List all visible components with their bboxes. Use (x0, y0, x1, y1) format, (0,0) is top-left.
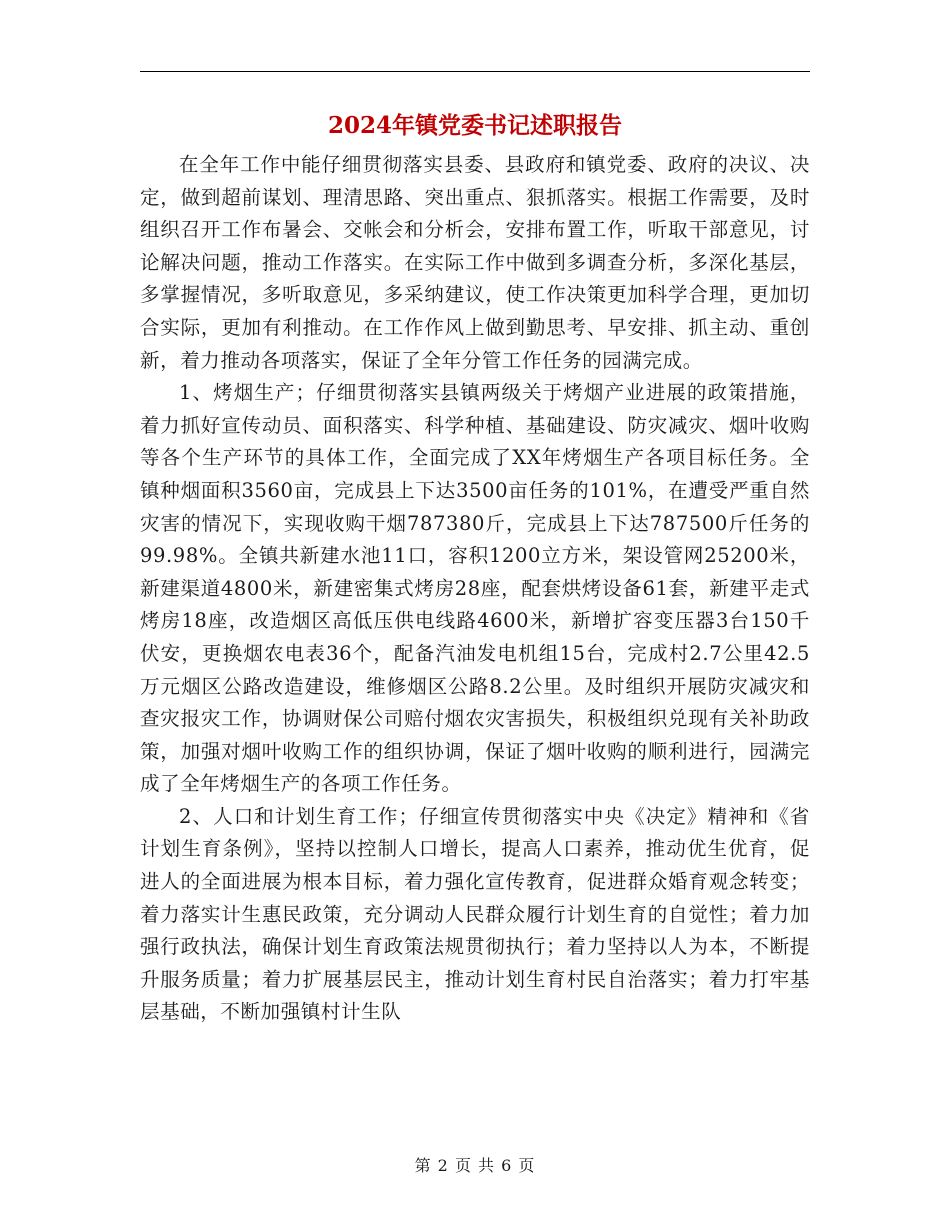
header-rule (140, 71, 810, 72)
paragraph-intro: 在全年工作中能仔细贯彻落实县委、县政府和镇党委、政府的决议、决定，做到超前谋划、理清思路、突出重点、狠抓落实。根据工作需要，及时组织召开工作布暑会、交帐会和分析会，安排布置工作，听取干部意见，讨论解决问题，推动工作落实。在实际工作中做到多调查分析，多深化基层，多掌握情况，多听取意见，多采纳建议，使工作决策更加科学合理，更加切合实际，更加有利推动。在工作作风上做到勤思考、早安排、抓主动、重创新，着力推动各项落实，保证了全年分管工作任务的园满完成。 (140, 153, 810, 372)
page-footer: 第 2 页 共 6 页 (414, 1156, 536, 1175)
document-body (140, 149, 810, 1029)
document-title: 2024年镇党委书记述职报告 (327, 112, 622, 139)
paragraph-family-planning: 2、人口和计划生育工作；仔细宣传贯彻落实中央《决定》精神和《省计划生育条例》，坚持以控制人口增长，提高人口素养，推动优生优育，促进人的全面进展为根本目标，着力强化宣传教育，促进群众婚育观念转变；着力落实计生惠民政策，充分调动人民群众履行计划生育的自觉性；着力加强行政执法，确保计划生育政策法规贯彻执行；着力坚持以人为本，不断提升服务质量；着力扩展基层民主，推动计划生育村民自治落实；着力打牢基层基础，不断加强镇村计生队 (140, 804, 810, 1024)
paragraph-tobacco-production: 1、烤烟生产；仔细贯彻落实县镇两级关于烤烟产业进展的政策措施，着力抓好宣传动员、面积落实、科学种植、基础建设、防灾减灾、烟叶收购等各个生产环节的具体工作，全面完成了XX年烤烟生产各项目标任务。全镇种烟面积3560亩，完成县上下达3500亩任务的101%，在遭受严重自然灾害的情况下，实现收购干烟787380斤，完成县上下达787500斤任务的99.98%。全镇共新建水池11口，容积1200立方米，架设管网25200米，新建渠道4800米，新建密集式烤房28座，配套烘烤设备61套，新建平走式烤房18座，改造烟区高低压供电线路4600米，新增扩容变压器3台150千伏安，更换烟农电表36个，配备汽油发电机组15台，完成村2.7公里42.5万元烟区公路改造建设，维修烟区公路8.2公里。及时组织开展防灾减灾和查灾报灾工作，协调财保公司赔付烟农灾害损失，积极组织兑现有关补助政策，加强对烟叶收购工作的组织协调，保证了烟叶收购的顺利进行，园满完成了全年烤烟生产的各项工作任务。 (140, 381, 810, 796)
